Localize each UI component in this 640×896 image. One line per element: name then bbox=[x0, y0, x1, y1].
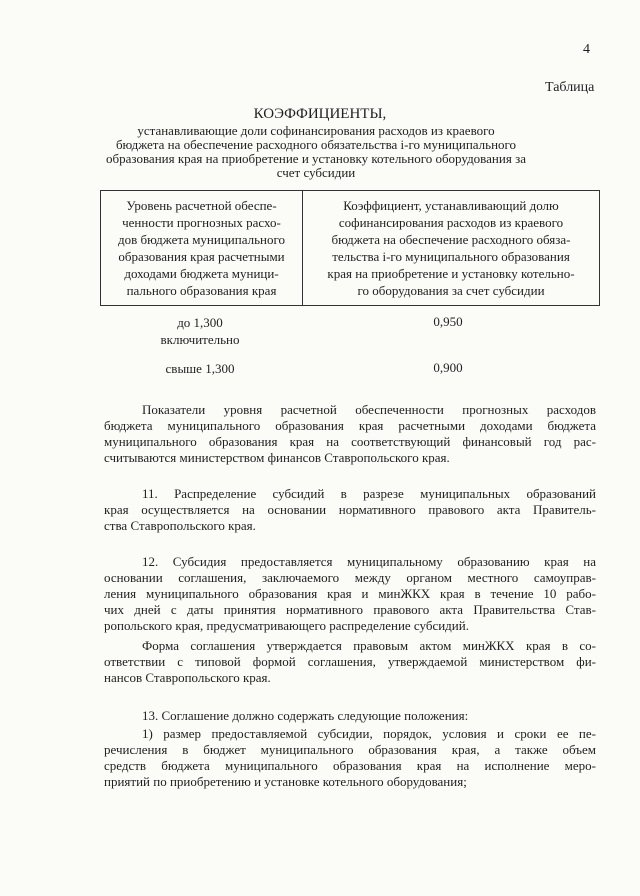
text-line: 11. Распределение субсидий в разрезе муниципальных образований bbox=[142, 486, 596, 501]
header-line: края на приобретение и установку котельно- bbox=[327, 266, 575, 281]
paragraph-13-item-1 bbox=[104, 726, 596, 790]
header-line: Коэффициент, устанавливающий долю bbox=[343, 198, 559, 213]
header-coefficient bbox=[303, 191, 600, 306]
table-row-level bbox=[100, 360, 300, 377]
header-line: го оборудования за счет субсидии bbox=[357, 283, 545, 298]
paragraph-indicators bbox=[104, 402, 596, 466]
text-line: основании соглашения, заключаемого между органом местного самоуправ- bbox=[104, 570, 596, 585]
subtitle-line: счет субсидии bbox=[276, 165, 356, 180]
row-level-line: до 1,300 bbox=[177, 315, 223, 330]
text-line: 13. Соглашение должно содержать следующие положения: bbox=[142, 708, 469, 723]
text-line: нансов Ставропольского края. bbox=[104, 670, 271, 685]
row-level-line: свыше 1,300 bbox=[165, 361, 235, 376]
text-line: считываются министерством финансов Ставропольского края. bbox=[104, 450, 450, 465]
header-line: дов бюджета муниципального bbox=[117, 232, 285, 247]
header-line: образования края расчетными bbox=[118, 249, 285, 264]
table-row-coefficient: 0,900 bbox=[433, 360, 463, 375]
text-line: приятий по приобретению и установке котельного оборудования; bbox=[104, 774, 467, 789]
subtitle-line: образования края на приобретение и установку котельного оборудования за bbox=[106, 151, 526, 166]
subtitle-line: бюджета на обеспечение расходного обязательства i-го муниципального bbox=[115, 137, 517, 152]
row-level-line: включительно bbox=[160, 332, 240, 347]
paragraph-12 bbox=[104, 554, 596, 634]
header-line: тельства i-го муниципального образования bbox=[332, 249, 570, 264]
text-line: средств бюджета муниципального образования края на исполнение меро- bbox=[104, 758, 596, 773]
page-number: 4 bbox=[583, 42, 590, 57]
text-line: речисления в бюджет муниципального образования края, а также объем bbox=[104, 742, 596, 757]
header-level bbox=[101, 191, 303, 306]
header-line: бюджета на обеспечение расходного обяза- bbox=[331, 232, 571, 247]
header-line: софинансирования расходов из краевого bbox=[338, 215, 564, 230]
text-line: муниципального образования края на соответствующий финансовый год рас- bbox=[104, 434, 596, 449]
table-header-row bbox=[101, 191, 600, 306]
text-line: ропольского края, предусматривающего распределение субсидий. bbox=[104, 618, 469, 633]
header-line: ченности прогнозных расхо- bbox=[122, 215, 281, 230]
table-subtitle bbox=[96, 124, 536, 180]
text-line: ответствии с типовой формой соглашения, утверждаемой министерством фи- bbox=[104, 654, 596, 669]
paragraph-agreement-form bbox=[104, 638, 596, 686]
table-label: Таблица bbox=[545, 80, 595, 95]
text-line: 12. Субсидия предоставляется муниципальному образованию края на bbox=[142, 554, 596, 569]
header-line: доходами бюджета муници- bbox=[124, 266, 279, 281]
table-row-coefficient: 0,950 bbox=[433, 314, 463, 329]
text-line: чих дней с даты принятия нормативного правового акта Правительства Став- bbox=[104, 602, 596, 617]
text-line: края осуществляется на основании нормативного правового акта Правитель- bbox=[104, 502, 596, 517]
text-line: бюджета муниципального образования края расчетными доходами бюджета bbox=[104, 418, 596, 433]
text-line: ления муниципального образования края и минЖКХ края в течение 10 рабо- bbox=[104, 586, 596, 601]
paragraph-11 bbox=[104, 486, 596, 534]
subtitle-line: устанавливающие доли софинансирования расходов из краевого bbox=[137, 123, 495, 138]
table-title: КОЭФФИЦИЕНТЫ, bbox=[253, 106, 387, 122]
text-line: 1) размер предоставляемой субсидии, порядок, условия и сроки ее пе- bbox=[142, 726, 596, 741]
coefficient-table bbox=[100, 190, 600, 306]
header-line: пального образования края bbox=[126, 283, 277, 298]
table-row-level bbox=[100, 314, 300, 348]
text-line: ства Ставропольского края. bbox=[104, 518, 256, 533]
text-line: Форма соглашения утверждается правовым актом минЖКХ края в со- bbox=[142, 638, 596, 653]
header-line: Уровень расчетной обеспе- bbox=[126, 198, 277, 213]
paragraph-13 bbox=[104, 708, 596, 724]
text-line: Показатели уровня расчетной обеспеченности прогнозных расходов bbox=[142, 402, 596, 417]
